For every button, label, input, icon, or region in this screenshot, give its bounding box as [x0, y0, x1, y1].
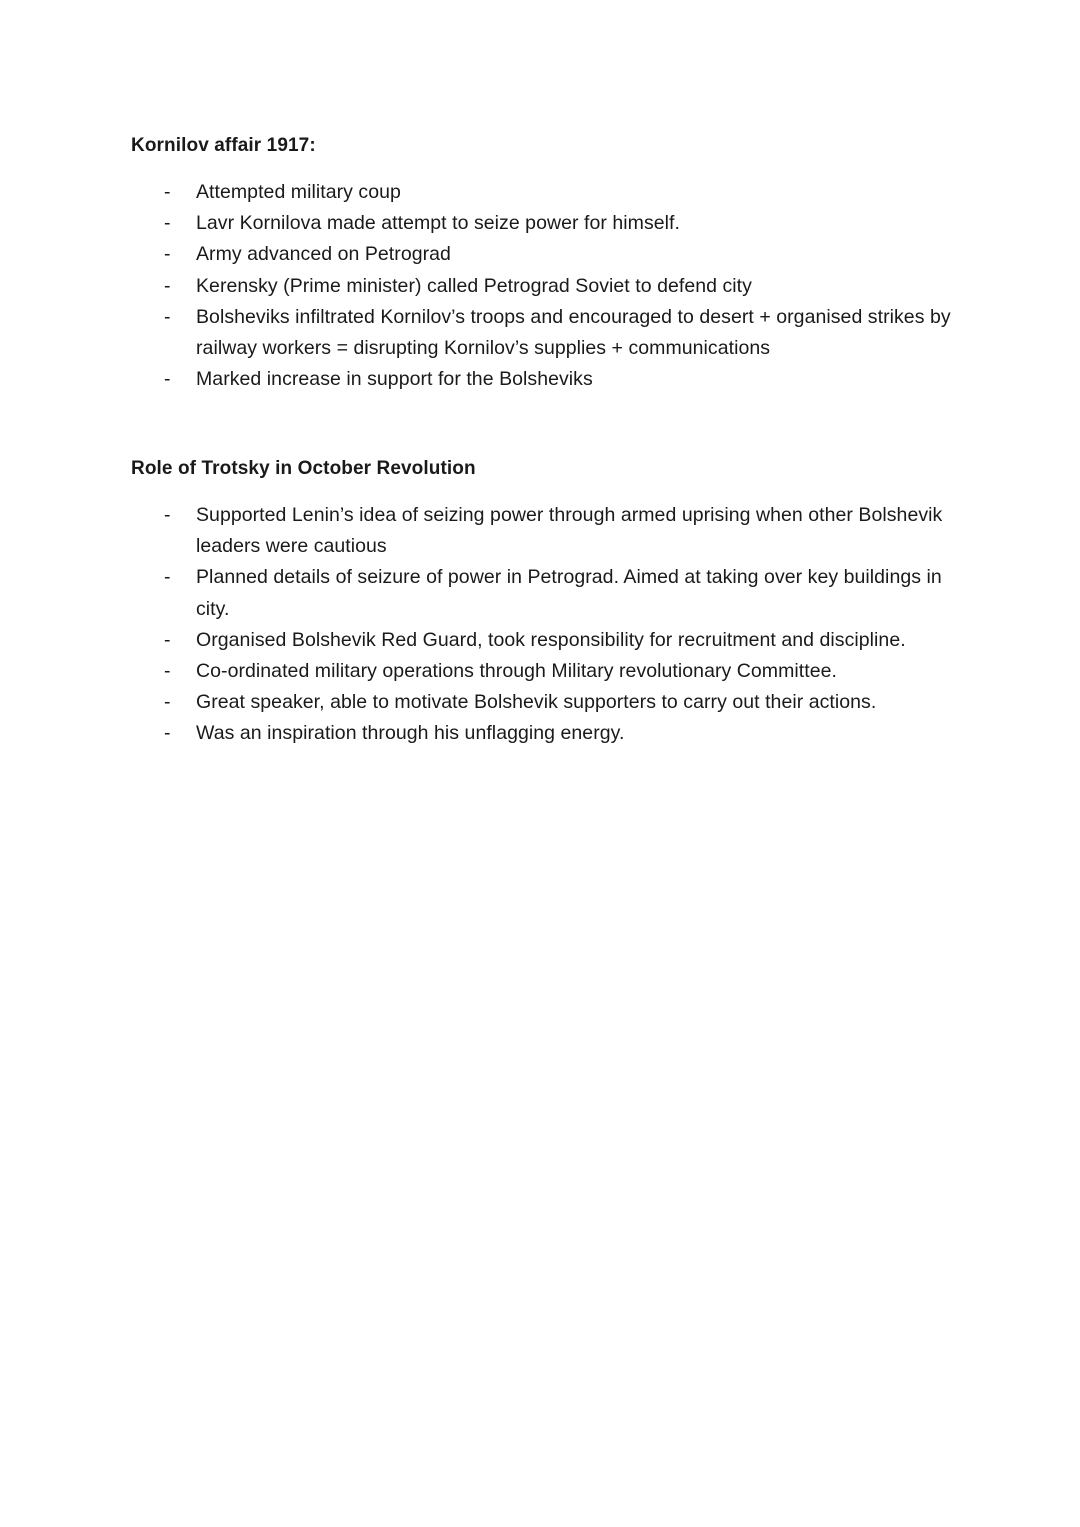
list-item — [131, 208, 951, 239]
section-heading: Kornilov affair 1917: — [131, 135, 316, 156]
bullet-dash: - — [164, 181, 171, 203]
bullet-dash: - — [164, 305, 171, 328]
list-item — [131, 625, 951, 656]
bullet-dash: - — [164, 628, 171, 651]
list-item-text: Supported Lenin’s idea of seizing power through armed uprising when other Bolshevik leaders were cautious — [196, 504, 943, 558]
bullet-dash: - — [164, 660, 171, 683]
list-item-text: Attempted military coup — [196, 181, 401, 203]
bullet-dash: - — [164, 722, 171, 745]
list-item — [131, 302, 951, 364]
list-item-text: Bolsheviks infiltrated Kornilov’s troops and encouraged to desert + organised strikes by railway workers = disrupting Kornilov’s supplies + communications — [196, 305, 951, 360]
list-item-text: Was an inspiration through his unflagging energy. — [196, 722, 625, 745]
section-heading: Role of Trotsky in October Revolution — [131, 458, 476, 479]
list-item — [131, 718, 951, 749]
list-item-text: Marked increase in support for the Bolsheviks — [196, 368, 593, 391]
bullet-dash: - — [164, 691, 171, 714]
list-item — [131, 500, 951, 562]
bullet-list — [131, 177, 951, 395]
list-item — [131, 364, 951, 395]
list-item — [131, 177, 951, 208]
list-item-text: Kerensky (Prime minister) called Petrograd Soviet to defend city — [196, 274, 752, 297]
list-item — [131, 271, 951, 302]
list-item-text: Organised Bolshevik Red Guard, took responsibility for recruitment and discipline. — [196, 628, 906, 651]
list-item-text: Great speaker, able to motivate Bolshevik supporters to carry out their actions. — [196, 691, 877, 714]
list-item — [131, 562, 951, 624]
list-item-text: Lavr Kornilova made attempt to seize power for himself. — [196, 212, 680, 235]
bullet-dash: - — [164, 243, 171, 266]
section-role-of-trotsky — [131, 456, 951, 750]
bullet-dash: - — [164, 368, 171, 391]
bullet-dash: - — [164, 566, 171, 589]
list-item-text: Planned details of seizure of power in Petrograd. Aimed at taking over key buildings in city. — [196, 566, 942, 620]
list-item-text: Co-ordinated military operations through Military revolutionary Committee. — [196, 660, 837, 683]
list-item — [131, 687, 951, 718]
list-item-text: Army advanced on Petrograd — [196, 243, 451, 266]
bullet-dash: - — [164, 504, 171, 526]
list-item — [131, 239, 951, 270]
list-item — [131, 656, 951, 687]
bullet-dash: - — [164, 274, 171, 297]
bullet-list — [131, 500, 951, 750]
section-kornilov-affair — [131, 133, 951, 395]
bullet-dash: - — [164, 212, 171, 235]
